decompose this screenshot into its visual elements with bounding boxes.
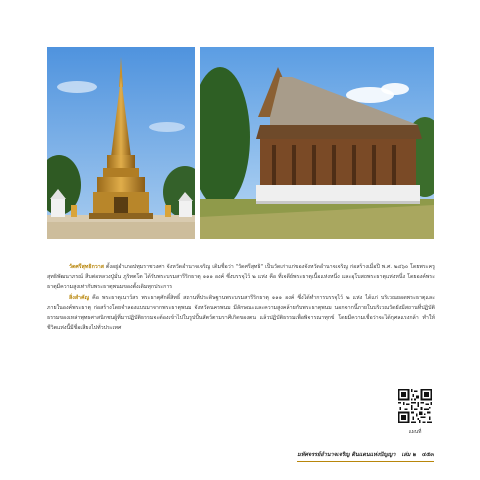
map-qr-code[interactable] <box>398 389 432 423</box>
footer-rule <box>297 461 434 462</box>
page-number: ๔๕๓ <box>421 452 434 458</box>
paragraph-temple-intro <box>47 262 435 293</box>
book-title: มหัศจรรย์อำนาจเจริญ ดินแดนแห่งปัญญา <box>297 452 396 458</box>
wooden-hall-photo <box>200 47 434 239</box>
page-footer <box>297 450 434 460</box>
temple-intro-text: ตั้งอยู่อำเภอปทุมราชวงศา จังหวัดอำนาจเจริญ เดิมชื่อว่า "วัดศรีสุทธิ" เป็นวัดเก่าแก่ของจังหวัดอำนาจเจริญ ก่อสร้างเมื่อปี พ.ศ. ๒๔๖๐ โดยพระครูสุทธิพัฒนาภรณ์ สืบต่อหลวงปู่มั่น ภูริทตโต ได้รับพระบรมสารีริกธาตุ ๑๑๑ องค์ ซึ่งบรรจุไว้ ๒ แห่ง คือ ที่เจดีย์พระธาตุเนื้อแห่งหนึ่ง และอุโบสถพระธาตุแห่งหนึ่ง โดยองค์พระธาตุมีความสูงเท่ากับพระธาตุพนมของตั้งเดิมทุกประการ <box>47 264 435 291</box>
highlights-text: คือ พระธาตุเนาว์สร พระธาตุศักดิ์สิทธิ์ สถานที่ประดิษฐานพระบรมสารีริกธาตุ ๑๑๑ องค์ ซึ่งได้ทำการบรรจุไว้ ๒ แห่ง ได้แก่ บริเวณยอดพระธาตุและภายในองค์พระธาตุ ก่อสร้างโดยจำลองแบบมาจากพระธาตุพนม จังหวัดนครพนม มีลักษณะและความสูงคล้ายกับพระธาตุพนม นอกจากนี้ภายในบริเวณวัดยังมีสถานที่ปฏิบัติธรรมของเหล่าพุทธศาสนิกชนผู้ที่มาปฏิบัติธรรมจะต้องเข้าไปในรูปปั้นสัตว์ตามราศีเกิดของตน แล้วปฏิบัติธรรมเพื่อพิจารณาทุกข์ โดยมีความเชื่อว่าจะได้กุศลแรงกล้า ทำให้ชีวิตแห่งนี้มีชื่อเสียงไปทั่วประเทศ <box>47 294 435 332</box>
article-body <box>47 262 435 333</box>
pagoda-photo <box>47 47 195 239</box>
qr-map-label: แผนที่ <box>408 429 422 435</box>
temple-name-heading: วัดศรีสุทธิกวาส <box>69 264 104 270</box>
paragraph-highlights <box>47 293 435 334</box>
volume-label: เล่ม ๒ <box>401 452 416 458</box>
wooden-hall-image <box>200 47 434 239</box>
pagoda-image <box>47 47 195 239</box>
highlights-heading: สิ่งสำคัญ <box>69 294 90 301</box>
